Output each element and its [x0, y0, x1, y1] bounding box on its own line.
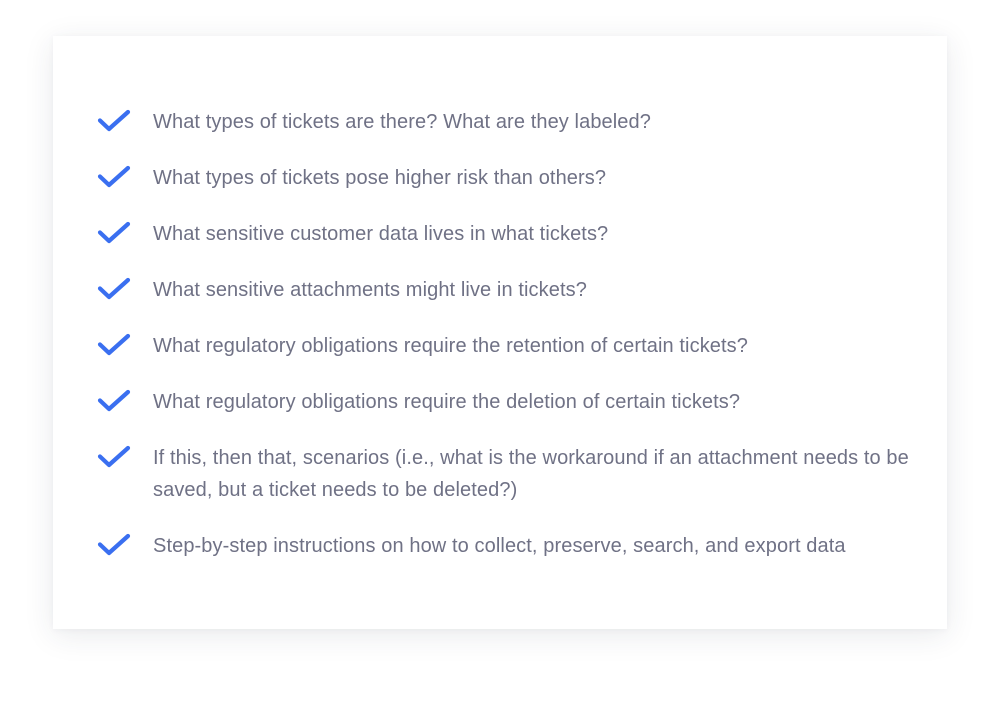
checklist-item [97, 274, 917, 306]
checklist-item [97, 330, 917, 362]
checklist-item [97, 162, 917, 194]
checklist-item [97, 386, 917, 418]
checkmark-icon [97, 445, 131, 469]
checklist-item [97, 106, 917, 138]
checklist-item [97, 442, 917, 506]
checklist-item-text: Step-by-step instructions on how to collect, preserve, search, and export data [153, 535, 846, 557]
checklist [97, 106, 917, 586]
checklist-item-text: What types of tickets pose higher risk than others? [153, 167, 607, 189]
checkmark-icon [97, 165, 131, 189]
checklist-item-text: What sensitive customer data lives in what tickets? [153, 223, 609, 245]
checkmark-icon [97, 389, 131, 413]
checklist-item-text: What regulatory obligations require the deletion of certain tickets? [153, 391, 741, 413]
checklist-item [97, 218, 917, 250]
checklist-card [53, 36, 947, 629]
checklist-item-text: What regulatory obligations require the retention of certain tickets? [153, 335, 748, 357]
checklist-item-text: If this, then that, scenarios (i.e., what is the workaround if an attachment needs to be saved, but a ticket needs to be deleted?) [153, 447, 909, 501]
checkmark-icon [97, 533, 131, 557]
checklist-item [97, 530, 917, 562]
checkmark-icon [97, 277, 131, 301]
checkmark-icon [97, 109, 131, 133]
checklist-item-text: What sensitive attachments might live in tickets? [153, 279, 587, 301]
checkmark-icon [97, 221, 131, 245]
checkmark-icon [97, 333, 131, 357]
checklist-item-text: What types of tickets are there? What are they labeled? [153, 111, 651, 133]
